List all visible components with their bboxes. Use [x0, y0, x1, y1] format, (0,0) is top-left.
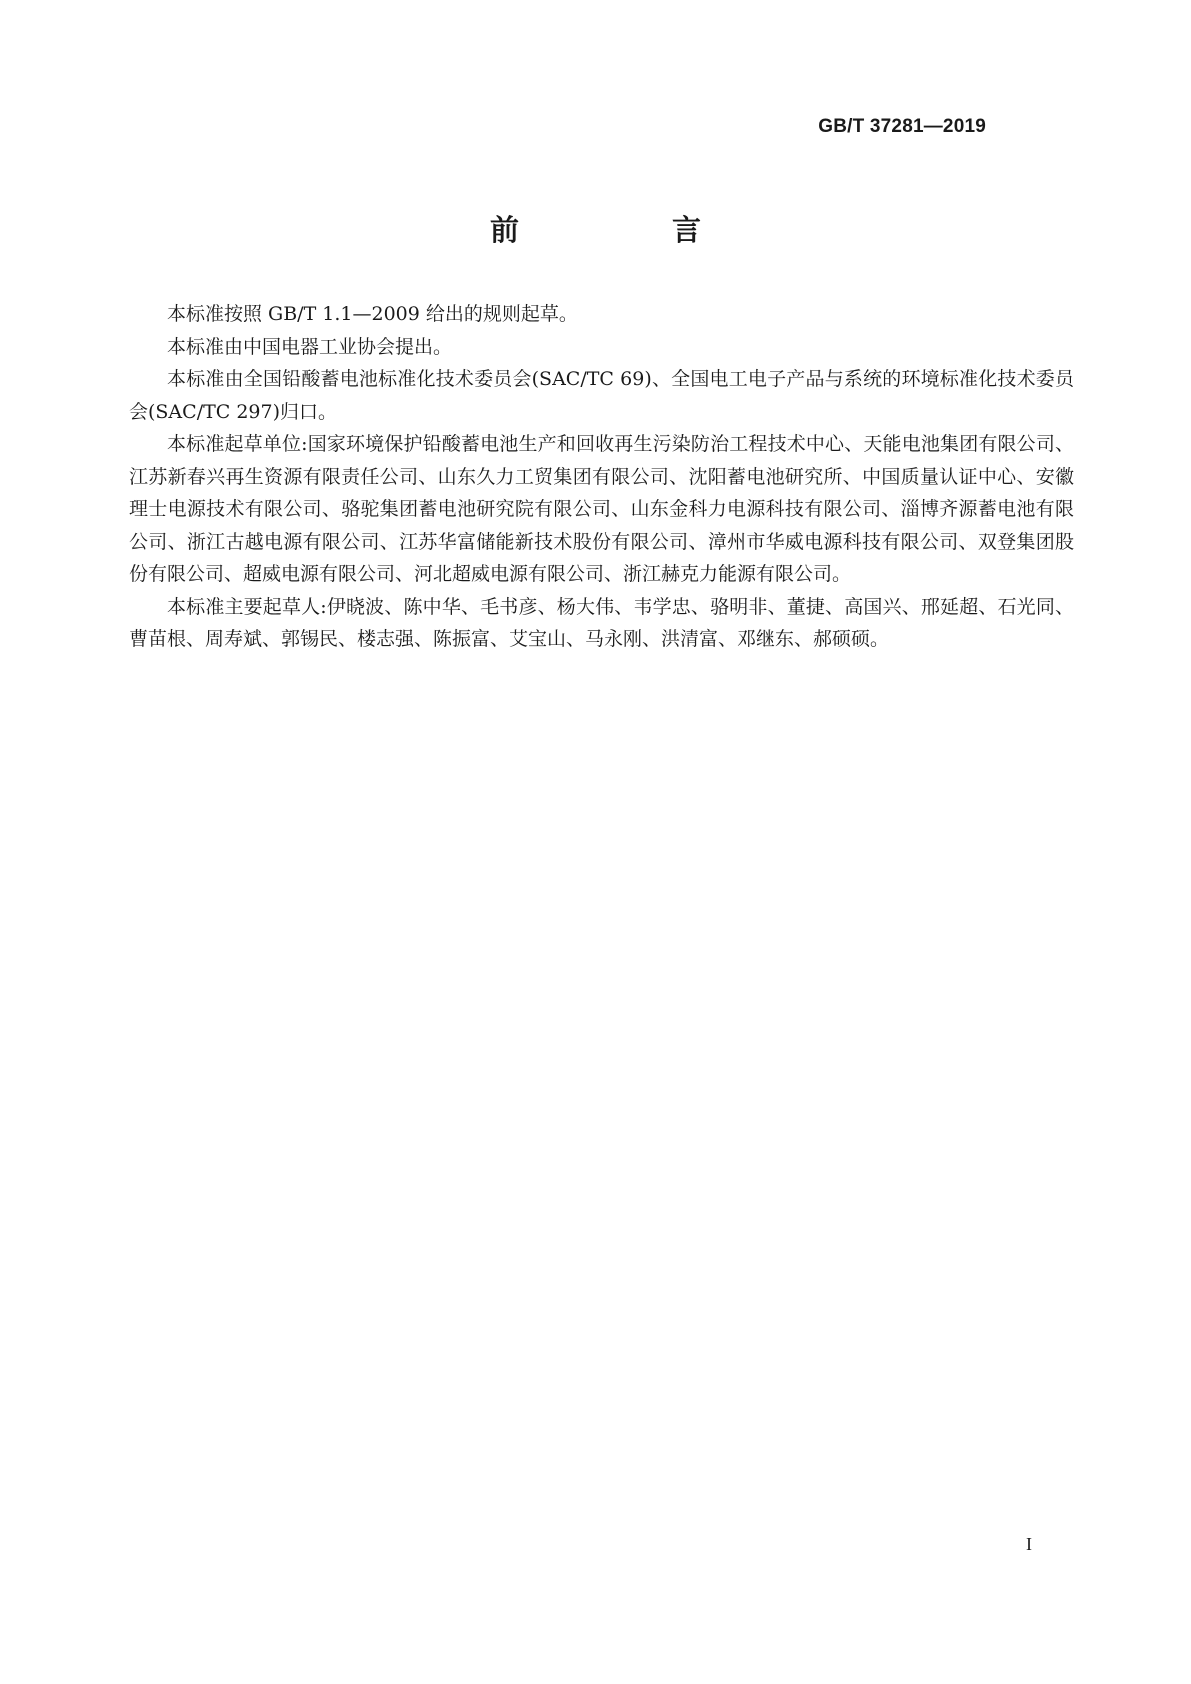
page-title: 前 言 [489, 213, 763, 247]
foreword-body [129, 298, 1074, 656]
paragraph-drafters: 本标准主要起草人:伊晓波、陈中华、毛书彦、杨大伟、韦学忠、骆明非、董捷、高国兴、邢延超、石光同、曹苗根、周寿斌、郭锡民、楼志强、陈振富、艾宝山、马永刚、洪清富、邓继东、郝硕硕。 [129, 595, 1074, 650]
paragraph-proposer: 本标准由中国电器工业协会提出。 [167, 335, 453, 358]
paragraph-drafting-rules: 本标准按照 GB/T 1.1—2009 给出的规则起草。 [167, 303, 578, 325]
standard-code: GB/T 37281—2019 [818, 116, 986, 137]
paragraph-administration: 本标准由全国铅酸蓄电池标准化技术委员会(SAC/TC 69)、全国电工电子产品与系统的环境标准化技术委员会(SAC/TC 297)归口。 [129, 368, 1074, 423]
page-number: I [1026, 1534, 1032, 1554]
paragraph-drafting-units: 本标准起草单位:国家环境保护铅酸蓄电池生产和回收再生污染防治工程技术中心、天能电池集团有限公司、江苏新春兴再生资源有限责任公司、山东久力工贸集团有限公司、沈阳蓄电池研究所、中国质量认证中心、安徽理士电源技术有限公司、骆驼集团蓄电池研究院有限公司、山东金科力电源科技有限公司、淄博齐源蓄电池有限公司、浙江古越电源有限公司、江苏华富储能新技术股份有限公司、漳州市华威电源科技有限公司、双登集团股份有限公司、超威电源有限公司、河北超威电源有限公司、浙江赫克力能源有限公司。 [129, 433, 1074, 585]
